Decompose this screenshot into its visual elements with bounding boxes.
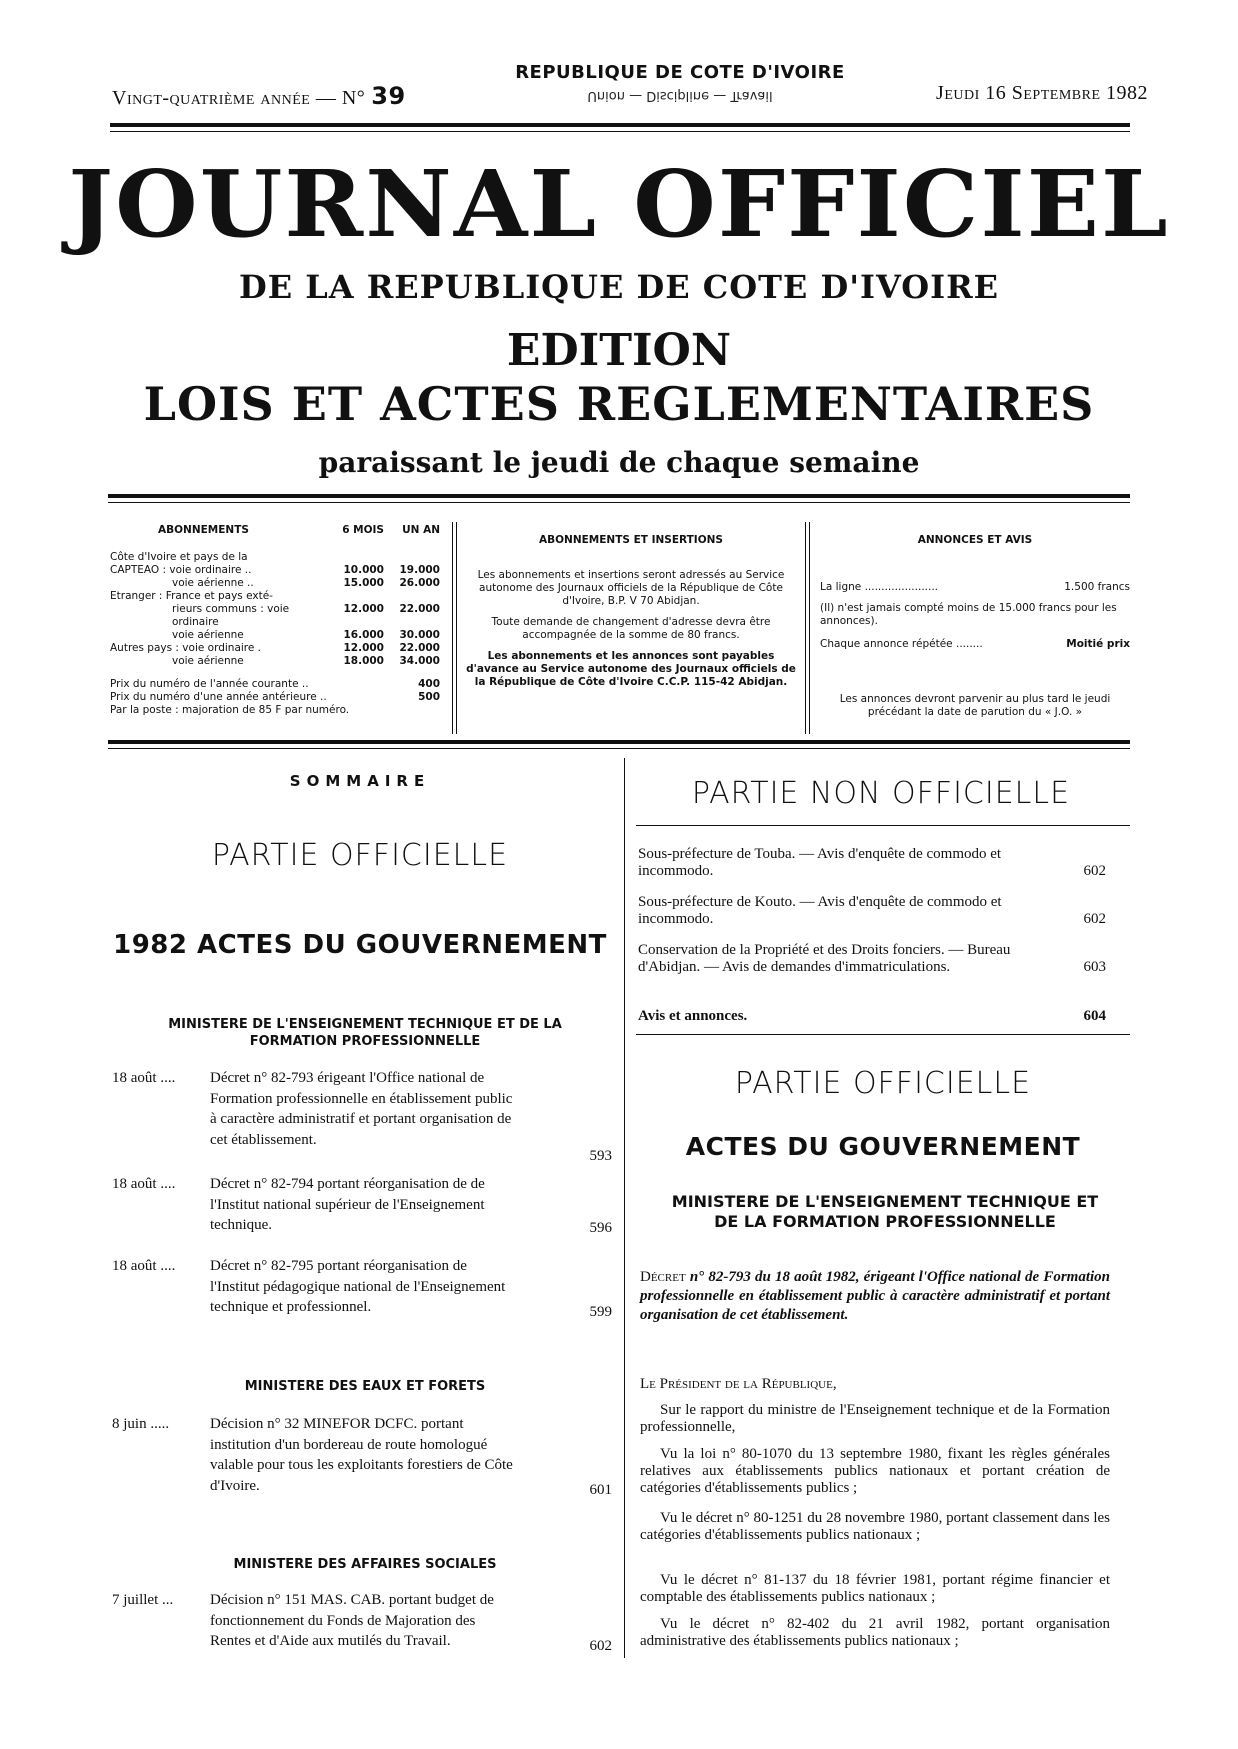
issue-number: 39	[371, 82, 406, 110]
item-page: 602	[1083, 911, 1106, 927]
insertions-p1: Les abonnements et insertions seront adressés au Service autonome des Journaux officiels de la République de Côte d'Ivoire, B.P. V 70 Abidjan.	[477, 569, 785, 607]
ministry-enseignement: MINISTERE DE L'ENSEIGNEMENT TECHNIQUE ET DE LA FORMATION PROFESSIONNELLE	[168, 1017, 562, 1049]
president-line: Le Président de la République,	[640, 1376, 837, 1392]
subscription-row	[110, 590, 440, 603]
subscription-value: 22.000	[399, 642, 440, 654]
issue-date: Jeudi 16 Septembre 1982	[936, 82, 1148, 104]
subscription-label: rieurs communs : voie ordinaire	[172, 603, 290, 628]
masthead-title: JOURNAL OFFICIEL	[68, 150, 1170, 258]
entry-page: 596	[589, 1219, 612, 1236]
min-note: (Il) n'est jamais compté moins de 15.000 francs pour les annonces).	[820, 602, 1117, 627]
annonces-title: ANNONCES ET AVIS	[917, 534, 1033, 546]
entry-date: 8 juin .....	[112, 1416, 170, 1432]
entry-page: 599	[589, 1303, 612, 1320]
subscription-value: 12.000	[343, 603, 384, 615]
decree-lead: Décret	[640, 1269, 686, 1285]
right-actes-title: ACTES DU GOUVERNEMENT	[685, 1132, 1081, 1161]
masthead-rule	[108, 494, 1130, 498]
partie-officielle-title: PARTIE OFFICIELLE	[211, 838, 509, 873]
header-rule-thin	[110, 131, 1130, 132]
subscription-value: 22.000	[399, 603, 440, 615]
subscription-value: 10.000	[343, 564, 384, 576]
right-rule	[636, 1034, 1130, 1035]
subscription-value	[328, 551, 384, 564]
item-page: 602	[1083, 863, 1106, 879]
insertions-p2: Toute demande de changement d'adresse devra être accompagnée de la somme de 80 francs.	[491, 616, 771, 641]
price-label: Prix du numéro de l'année courante ..	[110, 678, 309, 690]
price-value	[400, 704, 440, 717]
box-divider-2	[805, 522, 806, 734]
decree-title	[640, 1268, 1110, 1325]
non-officielle-item-2[interactable]	[638, 894, 1106, 928]
entry-text: Décision n° 32 MINEFOR DCFC. portant institution d'un bordereau de route homologué valable pour tous les exploitants forestiers de Côte d'Ivoire.	[210, 1416, 513, 1494]
subscription-value	[328, 590, 384, 603]
sommaire-entry-3[interactable]	[112, 1256, 612, 1322]
partie-non-officielle-title: PARTIE NON OFFICIELLE	[691, 776, 1071, 811]
boxes-rule-thin	[108, 748, 1130, 749]
ligne-label: La ligne ......................	[820, 581, 939, 593]
item-page: 604	[1083, 1008, 1106, 1024]
insertions-title: ABONNEMENTS ET INSERTIONS	[539, 534, 723, 546]
edition-name: LOIS ET ACTES REGLEMENTAIRES	[143, 377, 1095, 431]
entry-text: Décret n° 82-795 portant réorganisation de l'Institut pédagogique national de l'Enseignement technique et professionnel.	[210, 1258, 506, 1315]
subscription-label: CAPTEAO : voie ordinaire ..	[110, 564, 252, 576]
entry-date: 7 juillet ...	[112, 1592, 174, 1608]
item-text: Sous-préfecture de Kouto. — Avis d'enquête de commodo et incommodo.	[638, 894, 1002, 927]
column-divider	[624, 758, 625, 1658]
year-label: Vingt-quatrième année — N°	[112, 87, 366, 109]
subscription-label: voie aérienne	[172, 629, 244, 641]
boxes-rule	[108, 740, 1130, 744]
subscription-label: Etranger : France et pays exté-	[110, 590, 273, 602]
sommaire-title: SOMMAIRE	[289, 772, 431, 790]
item-text: Sous-préfecture de Touba. — Avis d'enquête de commodo et incommodo.	[638, 846, 1002, 879]
entry-text: Décret n° 82-793 érigeant l'Office national de Formation professionnelle en établissement public à caractère administratif et portant organisation de cet établissement.	[210, 1070, 513, 1148]
entry-text: Décret n° 82-794 portant réorganisation de de l'Institut national supérieur de l'Enseignement technique.	[210, 1176, 485, 1233]
box-divider-1	[452, 522, 453, 734]
frequency-line: paraissant le jeudi de chaque semaine	[318, 446, 920, 479]
subscription-value: 12.000	[343, 642, 384, 654]
sommaire-entry-5[interactable]	[112, 1590, 612, 1656]
entry-text: Décision n° 151 MAS. CAB. portant budget de fonctionnement du Fonds de Majoration des Rentes et d'Aide aux mutilés du Travail.	[210, 1592, 494, 1649]
subscription-row	[110, 642, 440, 655]
subscription-row	[110, 655, 440, 668]
subscription-value: 16.000	[343, 629, 384, 641]
country-name: REPUBLIQUE DE COTE D'IVOIRE	[515, 62, 845, 83]
price-rows	[110, 678, 440, 717]
year-issue	[112, 82, 406, 110]
entry-date: 18 août ....	[112, 1176, 176, 1192]
price-value: 400	[418, 678, 440, 690]
subscription-value: 30.000	[399, 629, 440, 641]
non-officielle-item-3[interactable]	[638, 942, 1106, 976]
subscription-row	[110, 564, 440, 577]
sommaire-entry-4[interactable]	[112, 1414, 612, 1500]
non-officielle-item-4[interactable]	[638, 1008, 1106, 1025]
subscriptions-box	[110, 524, 440, 717]
subscription-value: 34.000	[399, 655, 440, 667]
repeat-label: Chaque annonce répétée ........	[820, 638, 983, 650]
item-text: Avis et annonces.	[638, 1008, 748, 1024]
ministry-affaires-sociales: MINISTERE DES AFFAIRES SOCIALES	[233, 1557, 497, 1572]
price-label: Par la poste : majoration de 85 F par numéro.	[110, 704, 350, 716]
subscription-value: 15.000	[343, 577, 384, 589]
subscription-row	[110, 577, 440, 590]
entry-date: 18 août ....	[112, 1070, 176, 1086]
body-p3: Vu le décret n° 80-1251 du 28 novembre 1980, portant classement dans les catégories d'établissements publics nationaux ;	[640, 1510, 1110, 1543]
price-row	[110, 704, 440, 717]
right-partie-officielle-title: PARTIE OFFICIELLE	[734, 1066, 1032, 1101]
ministry-eaux-forets: MINISTERE DES EAUX ET FORETS	[244, 1379, 486, 1394]
body-p4: Vu le décret n° 81-137 du 18 février 1981, portant régime financier et comptable des établissements publics nationaux ;	[640, 1572, 1110, 1605]
non-officielle-item-1[interactable]	[638, 846, 1106, 880]
subscription-label: Autres pays : voie ordinaire .	[110, 642, 262, 654]
col-6-mois: 6 MOIS	[342, 524, 384, 536]
subscription-value: 26.000	[399, 577, 440, 589]
subscription-value: 18.000	[343, 655, 384, 667]
ligne-price: 1.500 francs	[1064, 581, 1130, 593]
decree-heading: n° 82-793 du 18 août 1982, érigeant l'Office national de Formation professionnelle en établissement public à caractère administratif et portant organisation de cet établissement.	[640, 1269, 1111, 1323]
box-divider-1b	[456, 522, 457, 734]
entry-date: 18 août ....	[112, 1258, 176, 1274]
right-ministry: MINISTERE DE L'ENSEIGNEMENT TECHNIQUE ET DE LA FORMATION PROFESSIONNELLE	[671, 1192, 1099, 1231]
col-un-an: UN AN	[402, 524, 440, 536]
subscription-rows	[110, 551, 440, 668]
subscription-row	[110, 629, 440, 642]
entry-page: 602	[589, 1637, 612, 1654]
subscription-label: Côte d'Ivoire et pays de la	[110, 551, 248, 563]
insertions-box	[466, 534, 796, 689]
body-p2: Vu la loi n° 80-1070 du 13 septembre 1980, fixant les règles générales relatives aux établissements publics nationaux et portant création de catégories d'établissements publics ;	[640, 1446, 1110, 1496]
price-row	[110, 691, 440, 704]
subscriptions-title: ABONNEMENTS	[158, 524, 249, 536]
price-row	[110, 678, 440, 691]
item-text: Conservation de la Propriété et des Droits fonciers. — Bureau d'Abidjan. — Avis de demandes d'immatriculations.	[638, 942, 1011, 975]
body-p5: Vu le décret n° 82-402 du 21 avril 1982, portant organisation administrative des établissements publics nationaux ;	[640, 1616, 1110, 1649]
subscription-label: voie aérienne ..	[172, 577, 254, 589]
actes-gouvernement-title: 1982 ACTES DU GOUVERNEMENT	[113, 930, 607, 960]
subscription-row	[110, 551, 440, 564]
insertions-p3: Les abonnements et les annonces sont payables d'avance au Service autonome des Journaux officiels de la République de Côte d'Ivoire C.C.P. 115-42 Abidjan.	[466, 650, 796, 688]
edition-label: EDITION	[506, 325, 732, 376]
entry-page: 593	[589, 1147, 612, 1164]
price-value: 500	[418, 691, 440, 703]
deadline-note: Les annonces devront parvenir au plus tard le jeudi précédant la date de parution du « J.O. »	[839, 693, 1111, 718]
price-label: Prix du numéro d'une année antérieure ..	[110, 691, 327, 703]
country-motto: Union — Discipline — Travail	[587, 88, 773, 103]
non-officielle-rule	[636, 825, 1130, 826]
annonces-box	[820, 534, 1130, 719]
subscription-value: 19.000	[399, 564, 440, 576]
sommaire-entry-1[interactable]	[112, 1068, 612, 1166]
item-page: 603	[1083, 959, 1106, 975]
repeat-value: Moitié prix	[1066, 638, 1130, 650]
subscription-value	[384, 590, 440, 603]
box-divider-2b	[809, 522, 810, 734]
subscription-value	[384, 551, 440, 564]
subscription-row	[110, 603, 440, 629]
sommaire-entry-2[interactable]	[112, 1174, 612, 1238]
entry-page: 601	[589, 1481, 612, 1498]
masthead-rule-thin	[108, 502, 1130, 503]
masthead-subtitle: DE LA REPUBLIQUE DE COTE D'IVOIRE	[238, 268, 1000, 306]
body-p1: Sur le rapport du ministre de l'Enseignement technique et de la Formation professionnelle,	[640, 1402, 1110, 1435]
subscription-label: voie aérienne	[172, 655, 244, 667]
header-rule	[110, 123, 1130, 127]
